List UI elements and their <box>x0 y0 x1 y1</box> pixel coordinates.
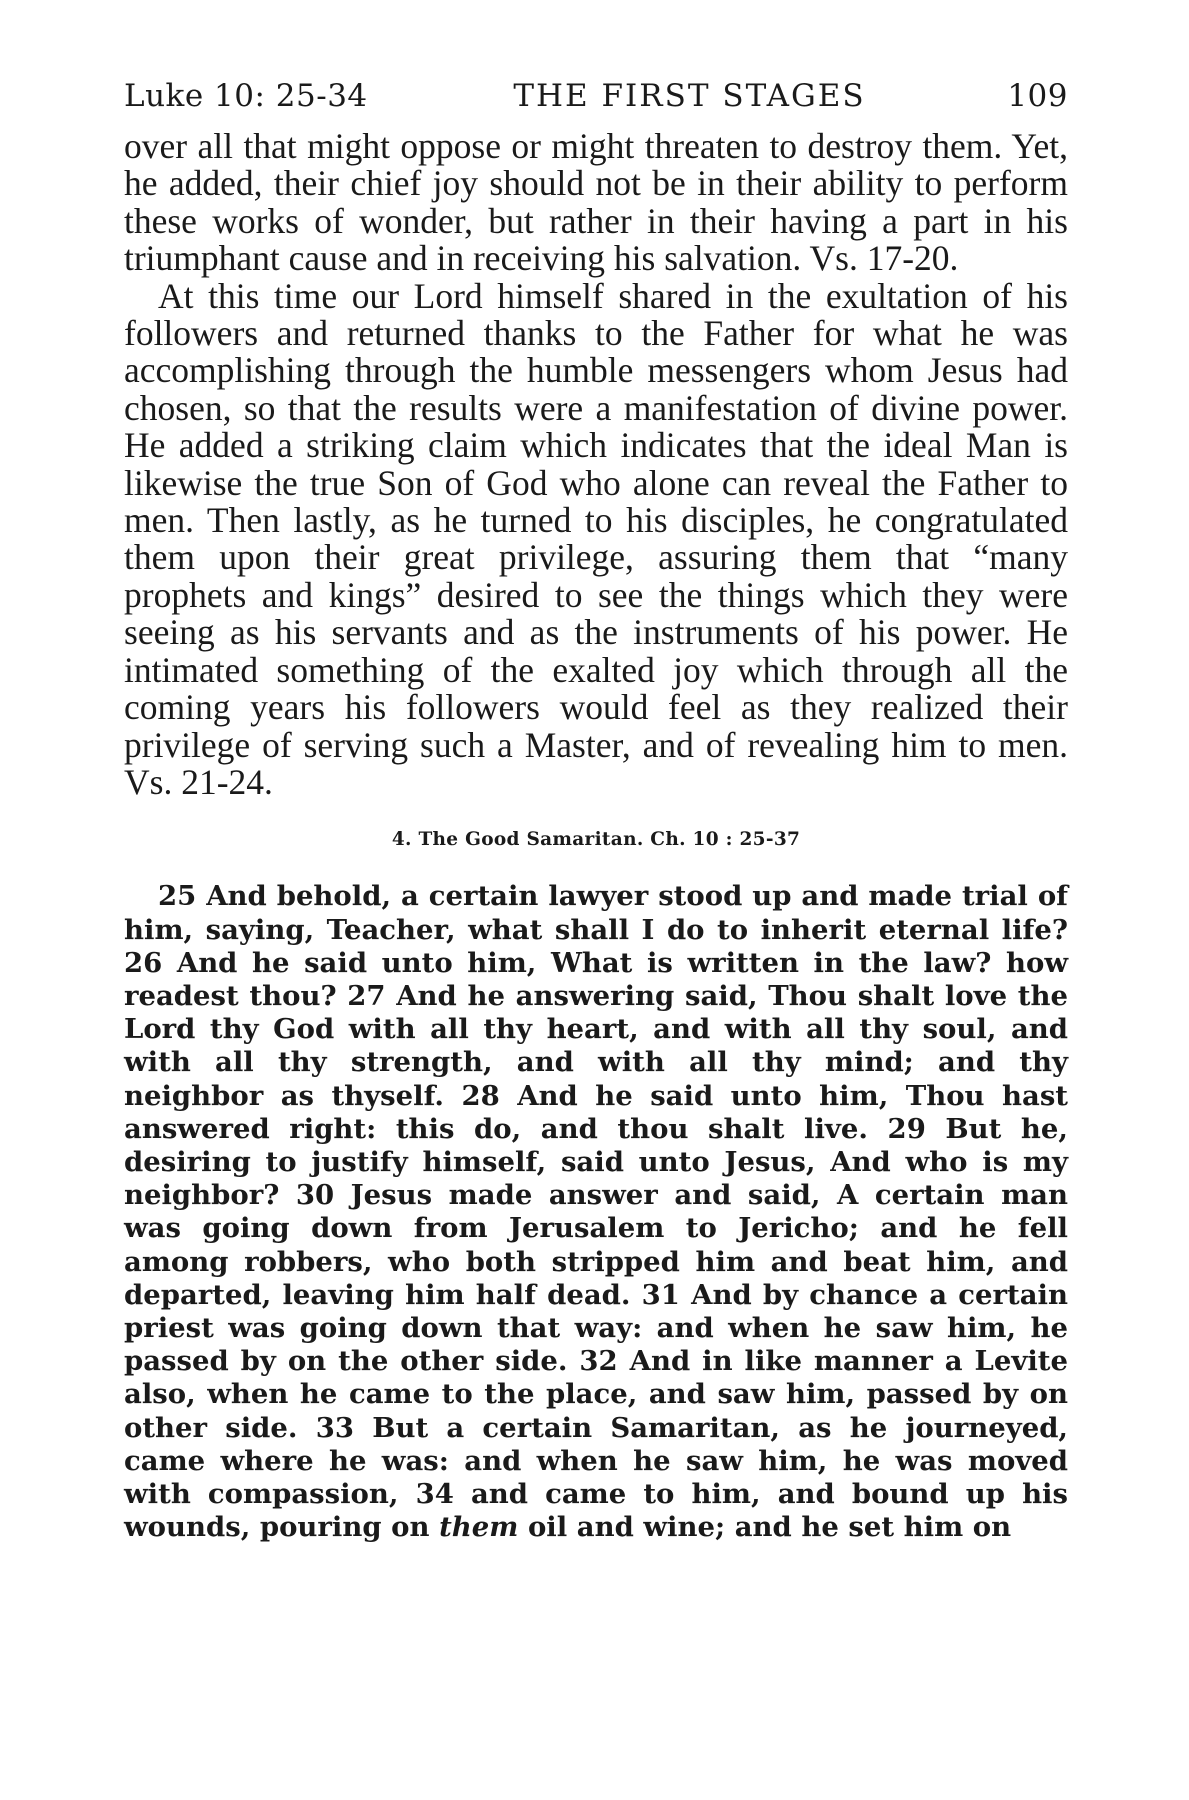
header-scripture-reference: Luke 10: 25-34 <box>124 78 368 114</box>
scripture-italic-word: them <box>439 1511 519 1544</box>
book-page <box>124 78 1068 1544</box>
running-header <box>124 78 1068 124</box>
commentary-paragraph-1: over all that might oppose or might threaten to destroy them. Yet, he added, their chief joy should not be in their ability to perform these works of wonder, but rather in their having a part in his triumphant cause and in receiving his salvation. Vs. 17-20. <box>124 126 1068 279</box>
commentary-paragraph-2: At this time our Lord himself shared in the exultation of his followers and returned thanks to the Father for what he was accomplishing through the humble messengers whom Jesus had chosen, so that the results were a manifestation of divine power. He added a striking claim which indicates that the ideal Man is likewise the true Son of God who alone can reveal the Father to men. Then lastly, as he turned to his disciples, he congratulated them upon their great privilege, assuring them that “many prophets and kings” desired to see the things which they were seeing as his servants and as the instruments of his power. He intimated something of the exalted joy which through all the coming years his followers would feel as they realized their privilege of serving such a Master, and of revealing him to men. Vs. 21-24. <box>124 275 1068 802</box>
scripture-text-part-2: oil and wine; and he set him on <box>518 1511 1012 1544</box>
section-heading: 4. The Good Samaritan. Ch. 10 : 25-37 <box>391 829 801 851</box>
page-number: 109 <box>1007 78 1068 114</box>
header-chapter-title: THE FIRST STAGES <box>513 78 866 114</box>
scripture-passage <box>124 880 1068 1544</box>
scripture-text-part-1: 25 And behold, a certain lawyer stood up and made trial of him, saying, Teacher, what shall I do to inherit eternal life? 26 And he said unto him, What is written in the law? how readest thou? 27 And he answering said, Thou shalt love the Lord thy God with all thy heart, and with all thy soul, and with all thy strength, and with all thy mind; and thy neighbor as thyself. 28 And he said unto him, Thou hast answered right: this do, and thou shalt live. 29 But he, desiring to justify himself, said unto Jesus, And who is my neighbor? 30 Jesus made answer and said, A certain man was going down from Jerusalem to Jericho; and he fell among robbers, who both stripped him and beat him, and departed, leaving him half dead. 31 And by chance a certain priest was going down that way: and when he saw him, he passed by on the other side. 32 And in like manner a Levite also, when he came to the place, and saw him, passed by on other side. 33 But a certain Samaritan, as he journeyed, came where he was: and when he saw him, he was moved with compassion, 34 and came to him, and bound up his wounds, pouring on <box>124 880 1068 1544</box>
commentary-text <box>124 128 1068 801</box>
